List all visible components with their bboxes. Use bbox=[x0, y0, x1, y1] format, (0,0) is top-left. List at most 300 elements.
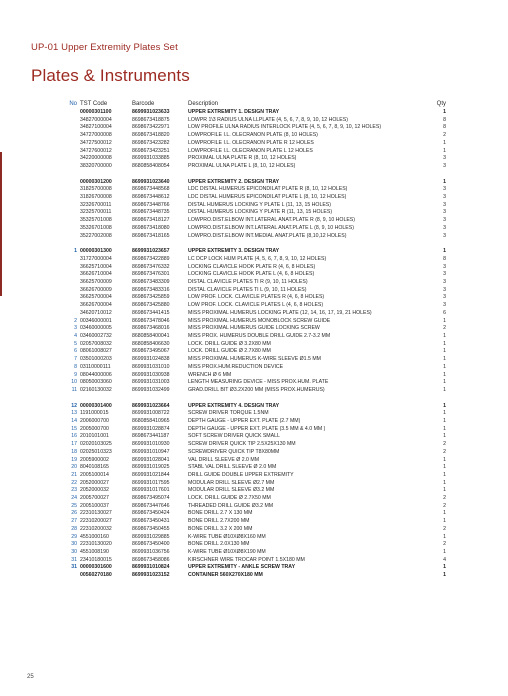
no-cell: 16 bbox=[71, 433, 77, 440]
barcode-cell: 8698673478046 bbox=[132, 317, 170, 324]
column-header-tst-code: TST Code bbox=[80, 101, 108, 107]
qty-cell: 2 bbox=[443, 525, 446, 532]
barcode-cell: 8698673495074 bbox=[132, 495, 170, 502]
tst-code-cell: 22310130020 bbox=[80, 541, 112, 548]
tst-code-cell: 08044000006 bbox=[80, 371, 112, 378]
tst-code-cell: 4551008190 bbox=[80, 548, 109, 555]
tst-code-cell: 36625700004 bbox=[80, 294, 112, 301]
qty-cell: 1 bbox=[443, 386, 446, 393]
column-header-no: No bbox=[69, 101, 77, 107]
table-row bbox=[62, 534, 446, 542]
no-cell bbox=[62, 179, 80, 187]
no-cell bbox=[62, 217, 80, 225]
qty-cell: 3 bbox=[443, 294, 446, 301]
description-cell: LOWPROFILE I.L. OLECRANON PLATE L 12 HOLES bbox=[188, 147, 313, 154]
barcode-cell: 8699931008722 bbox=[132, 410, 170, 417]
barcode-cell: 8698673423282 bbox=[132, 139, 170, 146]
no-cell bbox=[62, 132, 80, 140]
table-row bbox=[62, 541, 446, 549]
tst-code-cell: 2005700027 bbox=[80, 495, 109, 502]
tst-code-cell: 34827100004 bbox=[80, 124, 112, 131]
tst-code-cell: 34727500012 bbox=[80, 139, 112, 146]
table-row bbox=[62, 364, 446, 372]
barcode-cell: 8699931023657 bbox=[132, 248, 170, 255]
barcode-cell: 8680858406630 bbox=[132, 340, 170, 347]
description-cell: LENGTH MEASURING DEVICE - MISS PROX.HUM. PLATE bbox=[188, 379, 329, 386]
description-cell: LOW PROF. LOCK. CLAVICLE PLATES L (4, 6, 8 HOLES) bbox=[188, 302, 324, 309]
qty-cell: 1 bbox=[443, 147, 446, 154]
no-cell bbox=[62, 117, 80, 125]
qty-cell: 1 bbox=[443, 518, 446, 525]
column-header-barcode: Barcode bbox=[132, 101, 155, 107]
tst-code-cell: 2005900002 bbox=[80, 456, 109, 463]
table-row bbox=[62, 233, 446, 241]
no-cell bbox=[62, 202, 80, 210]
tst-code-cell: 02057008032 bbox=[80, 340, 112, 347]
qty-cell: 2 bbox=[443, 441, 446, 448]
qty-cell: 3 bbox=[443, 286, 446, 293]
barcode-cell: 8698673441187 bbox=[132, 433, 170, 440]
tst-code-cell: 34620710012 bbox=[80, 309, 112, 316]
barcode-cell: 8698673425859 bbox=[132, 294, 170, 301]
description-cell: LOCK. DRILL GUIDE Ø 3.2X80 MM bbox=[188, 340, 271, 347]
tst-code-cell: 2006000700 bbox=[80, 418, 109, 425]
tst-code-cell: 00000301300 bbox=[80, 248, 112, 255]
tst-code-cell: 35227002008 bbox=[80, 232, 112, 239]
qty-cell: 3 bbox=[443, 155, 446, 162]
no-cell bbox=[62, 225, 80, 233]
tst-code-cell: 02160130032 bbox=[80, 386, 112, 393]
table-row bbox=[62, 294, 446, 302]
barcode-cell: 8698673447646 bbox=[132, 502, 170, 509]
tst-code-cell: 32325700011 bbox=[80, 209, 112, 216]
qty-cell: 1 bbox=[443, 340, 446, 347]
no-cell bbox=[62, 271, 80, 279]
qty-cell: 3 bbox=[443, 194, 446, 201]
qty-cell: 6 bbox=[443, 309, 446, 316]
tst-code-cell: 34220000008 bbox=[80, 155, 112, 162]
no-cell: 25 bbox=[71, 502, 77, 509]
no-cell bbox=[62, 279, 80, 287]
description-cell: LOWPR 1\3 RADIUS ULNA LLPLATE (4, 5, 6, 7, 8, 9, 10, 12 HOLES) bbox=[188, 116, 348, 123]
barcode-cell: 8699931029885 bbox=[132, 533, 170, 540]
no-cell bbox=[62, 124, 80, 132]
tst-code-cell: 2052000027 bbox=[80, 479, 109, 486]
qty-cell: 3 bbox=[443, 232, 446, 239]
qty-cell: 1 bbox=[443, 564, 446, 571]
barcode-cell: 8699931023152 bbox=[132, 572, 170, 579]
no-cell: 22 bbox=[71, 479, 77, 486]
description-cell: LOCKING CLAVICLE HOOK PLATE R (4, 6, 8 HOLES) bbox=[188, 263, 316, 270]
no-cell bbox=[62, 294, 80, 302]
no-cell bbox=[62, 155, 80, 163]
no-cell: 26 bbox=[71, 510, 77, 517]
no-cell: 23 bbox=[71, 487, 77, 494]
qty-cell: 1 bbox=[443, 317, 446, 324]
tst-code-cell: 00000301200 bbox=[80, 178, 112, 185]
barcode-cell: 8698673450455 bbox=[132, 525, 170, 532]
description-cell: UPPER EXTREMITY 4. DESIGN TRAY bbox=[188, 402, 280, 409]
description-cell: UPPER EXTREMITY 1. DESIGN TRAY bbox=[188, 109, 280, 115]
qty-cell: 1 bbox=[443, 248, 446, 255]
tst-code-cell: 31825700008 bbox=[80, 186, 112, 193]
tst-code-cell: 4551000160 bbox=[80, 533, 109, 540]
description-cell: DEPTH GAUGE - UPPER EXT. PLATE (3.5 MM & 4.0 MM ) bbox=[188, 425, 326, 432]
tst-code-cell: 34827000004 bbox=[80, 116, 112, 123]
tst-code-cell: 2005000700 bbox=[80, 425, 109, 432]
table-row bbox=[62, 202, 446, 210]
barcode-cell: 8698673483309 bbox=[132, 279, 170, 286]
barcode-cell: 8698673468016 bbox=[132, 325, 170, 332]
description-cell: MISS PROX. HUMERUS DOUBLE DRILL GUIDE 2.7-3.2 MM bbox=[188, 332, 331, 339]
no-cell bbox=[62, 186, 80, 194]
qty-cell: 1 bbox=[443, 548, 446, 555]
qty-cell: 3 bbox=[443, 186, 446, 193]
tst-code-cell: 34727000008 bbox=[80, 132, 112, 139]
barcode-cell: 8698673425880 bbox=[132, 302, 170, 309]
barcode-cell: 8698673476332 bbox=[132, 263, 170, 270]
table-row bbox=[62, 256, 446, 264]
table-row bbox=[62, 518, 446, 526]
barcode-cell: 8699931036756 bbox=[132, 548, 170, 555]
tst-code-cell: 22310200032 bbox=[80, 525, 112, 532]
barcode-cell: 8699931021844 bbox=[132, 471, 170, 478]
description-cell: MISS PROXIMAL HUMERUS GUIDE LOCKING SCREW bbox=[188, 325, 320, 332]
table-row bbox=[62, 287, 446, 295]
description-cell: PROXIMAL ULNA PLATE R (8, 10, 12 HOLES) bbox=[188, 155, 297, 162]
no-cell bbox=[62, 287, 80, 295]
qty-cell: 2 bbox=[443, 502, 446, 509]
table-row bbox=[62, 302, 446, 310]
table-row bbox=[62, 124, 446, 132]
description-cell: DISTAL HUMERUS LOCKING Y PLATE L (11, 13, 15 HOLES) bbox=[188, 201, 331, 208]
qty-cell: 1 bbox=[443, 433, 446, 440]
description-cell: LOWPRO.DIST.ELBOW INT.LATERAL ANAT.PLATE L (8, 9, 10 HOLES) bbox=[188, 224, 354, 231]
qty-cell: 3 bbox=[443, 162, 446, 169]
no-cell: 24 bbox=[71, 495, 77, 502]
barcode-cell: 8699931023664 bbox=[132, 402, 170, 409]
table-row bbox=[62, 117, 446, 125]
qty-cell: 1 bbox=[443, 487, 446, 494]
tst-code-cell: 23410180015 bbox=[80, 556, 112, 563]
description-cell: SOFT SCREW DRIVER QUICK SMALL bbox=[188, 433, 280, 440]
table-row bbox=[62, 248, 446, 256]
description-cell: LOCKING CLAVICLE HOOK PLATE L (4, 6, 8 HOLES) bbox=[188, 271, 315, 278]
tst-code-cell: 00000301600 bbox=[80, 564, 112, 571]
description-cell: MISS PROXIMAL HUMERUS LOCKING PLATE (12, 14, 16, 17, 19, 21 HOLES) bbox=[188, 309, 372, 316]
no-cell: 19 bbox=[71, 456, 77, 463]
table-row bbox=[62, 510, 446, 518]
no-cell bbox=[62, 233, 80, 241]
description-cell: BONE DRILL 2.0X130 MM bbox=[188, 541, 250, 548]
table-row bbox=[62, 410, 446, 418]
tst-code-cell: 8040108165 bbox=[80, 464, 109, 471]
qty-cell: 8 bbox=[443, 116, 446, 123]
no-cell: 27 bbox=[71, 518, 77, 525]
description-cell: LOWPROFILE I.L. OLECRANON PLATE R 12 HOLES bbox=[188, 139, 314, 146]
table-row bbox=[62, 426, 446, 434]
description-cell: LOCK. DRILL GUIDE Ø 2.7X50 MM bbox=[188, 495, 271, 502]
table-row bbox=[62, 403, 446, 411]
tst-code-cell: 03460000005 bbox=[80, 325, 112, 332]
group-spacer bbox=[62, 240, 446, 248]
barcode-cell: 8698673483316 bbox=[132, 286, 170, 293]
description-cell: MISS PROXIMAL HUMERUS K-WIRE SLEEVE Ø1.5 MM bbox=[188, 356, 321, 363]
table-row bbox=[62, 148, 446, 156]
table-row bbox=[62, 387, 446, 395]
qty-cell: 1 bbox=[443, 418, 446, 425]
barcode-cell: 8699931010947 bbox=[132, 448, 170, 455]
barcode-cell: 8698673441415 bbox=[132, 309, 170, 316]
table-row bbox=[62, 356, 446, 364]
tst-code-cell: 1191000015 bbox=[80, 410, 109, 417]
tst-code-cell: 03110000111 bbox=[80, 363, 111, 370]
qty-cell: 3 bbox=[443, 209, 446, 216]
description-cell: MISS PROXIMAL HUMERUS MONOBLOCK SCREW GUIDE bbox=[188, 317, 331, 324]
qty-cell: 2 bbox=[443, 495, 446, 502]
description-cell: UPPER EXTREMITY 2. DESIGN TRAY bbox=[188, 178, 280, 185]
qty-cell: 3 bbox=[443, 201, 446, 208]
table-row bbox=[62, 194, 446, 202]
qty-cell: 2 bbox=[443, 541, 446, 548]
tst-code-cell: 08050003060 bbox=[80, 379, 112, 386]
barcode-cell: 8699931030938 bbox=[132, 371, 170, 378]
qty-cell: 3 bbox=[443, 263, 446, 270]
qty-cell: 1 bbox=[443, 402, 446, 409]
qty-cell: 1 bbox=[443, 456, 446, 463]
description-cell: SCREW DRIVER TORQUE 1.5NM bbox=[188, 410, 269, 417]
no-cell bbox=[62, 140, 80, 148]
qty-cell: 1 bbox=[443, 572, 446, 579]
barcode-cell: 8699931031010 bbox=[132, 363, 170, 370]
no-cell bbox=[62, 209, 80, 217]
tst-code-cell: 00000301100 bbox=[80, 109, 112, 115]
no-cell: 8 bbox=[74, 363, 77, 370]
table-row bbox=[62, 487, 446, 495]
description-cell: LDC DISTAL HUMERUS EPICONDİLAT PLATE R (8, 10, 12 HOLES) bbox=[188, 186, 348, 193]
description-cell: DRILL GUIDE DOUBLE UPPER EXTREMITY bbox=[188, 471, 294, 478]
tst-code-cell: 2010101001 bbox=[80, 433, 109, 440]
qty-cell: 3 bbox=[443, 279, 446, 286]
no-cell: 7 bbox=[74, 356, 77, 363]
column-header-qty: Qty bbox=[436, 101, 446, 107]
spacer-cell bbox=[62, 240, 446, 248]
no-cell: 5 bbox=[74, 340, 77, 347]
tst-code-cell: 00000301400 bbox=[80, 402, 112, 409]
barcode-cell: 8698673423251 bbox=[132, 147, 170, 154]
table-row bbox=[62, 318, 446, 326]
qty-cell: 1 bbox=[443, 348, 446, 355]
table-header bbox=[62, 100, 446, 109]
no-cell: 18 bbox=[71, 448, 77, 455]
description-cell: PROXIMAL ULNA PLATE L (8, 10, 12 HOLES) bbox=[188, 162, 296, 169]
qty-cell: 1 bbox=[443, 533, 446, 540]
barcode-cell: 8698673448766 bbox=[132, 201, 170, 208]
no-cell bbox=[62, 194, 80, 202]
qty-cell: 8 bbox=[443, 255, 446, 262]
tst-code-cell: 2005100014 bbox=[80, 471, 109, 478]
description-cell: MODULAR DRILL SLEEVE Ø3.2 MM bbox=[188, 487, 275, 494]
no-cell: 28 bbox=[71, 525, 77, 532]
description-cell: WRENCH Ø 6 MM bbox=[188, 371, 232, 378]
qty-cell: 1 bbox=[443, 109, 446, 115]
qty-cell: 1 bbox=[443, 379, 446, 386]
group-spacer bbox=[62, 395, 446, 403]
barcode-cell: 8680858410965 bbox=[132, 418, 170, 425]
barcode-cell: 8699931019025 bbox=[132, 464, 170, 471]
barcode-cell: 8699931010930 bbox=[132, 441, 170, 448]
table-row bbox=[62, 333, 446, 341]
qty-cell: 1 bbox=[443, 510, 446, 517]
description-cell: LOWPRO.DIST.ELBOW INT.LATERAL ANAT.PLATE R (8, 9, 10 HOLES) bbox=[188, 217, 355, 224]
description-cell: DISTAL HUMERUS LOCKING Y PLATE R (11, 13, 15 HOLES) bbox=[188, 209, 333, 216]
barcode-cell: 8699931023640 bbox=[132, 178, 170, 185]
no-cell bbox=[62, 264, 80, 272]
description-cell: LOCK. DRILL GUIDE Ø 2.7X80 MM bbox=[188, 348, 271, 355]
spacer-cell bbox=[62, 395, 446, 403]
table-row bbox=[62, 341, 446, 349]
no-cell bbox=[62, 256, 80, 264]
table-row bbox=[62, 179, 446, 187]
tst-code-cell: 35326701008 bbox=[80, 224, 112, 231]
barcode-cell: 8699931023633 bbox=[132, 109, 170, 115]
barcode-cell: 8698673448568 bbox=[132, 186, 170, 193]
no-cell: 21 bbox=[71, 471, 77, 478]
page-number: 25 bbox=[27, 674, 34, 680]
table-row bbox=[62, 372, 446, 380]
barcode-cell: 8698673422971 bbox=[132, 124, 170, 131]
qty-cell: 1 bbox=[443, 363, 446, 370]
table-row bbox=[62, 140, 446, 148]
tst-code-cell: 08061008027 bbox=[80, 348, 112, 355]
description-cell: SCREWDRIVER QUICK TIP T8X80MM bbox=[188, 448, 280, 455]
table-row bbox=[62, 217, 446, 225]
tst-code-cell: 22310200027 bbox=[80, 518, 112, 525]
spacer-cell bbox=[62, 171, 446, 179]
description-cell: BONE DRILL 2.7 X 130 MM bbox=[188, 510, 253, 517]
barcode-cell: 8698673422889 bbox=[132, 255, 170, 262]
barcode-cell: 8698673458086 bbox=[132, 556, 170, 563]
tst-code-cell: 36625700009 bbox=[80, 279, 112, 286]
table-row bbox=[62, 472, 446, 480]
qty-cell: 2 bbox=[443, 448, 446, 455]
column-header-description: Description bbox=[188, 101, 219, 107]
no-cell: 30 bbox=[71, 541, 77, 548]
tst-code-cell: 36625710004 bbox=[80, 263, 112, 270]
barcode-cell: 8698673450431 bbox=[132, 518, 170, 525]
table-row bbox=[62, 549, 446, 557]
tst-code-cell: 34727600012 bbox=[80, 147, 112, 154]
table-row bbox=[62, 163, 446, 171]
qty-cell: 3 bbox=[443, 271, 446, 278]
barcode-cell: 8698673418820 bbox=[132, 132, 170, 139]
table-row bbox=[62, 503, 446, 511]
description-cell: LDC DISTAL HUMERUS EPICONDİLAT PLATE L (8, 10, 12 HOLES) bbox=[188, 194, 347, 201]
barcode-cell: 8699931028041 bbox=[132, 456, 170, 463]
table-row bbox=[62, 279, 446, 287]
table-row bbox=[62, 572, 446, 580]
no-cell: 3 bbox=[74, 325, 77, 332]
barcode-cell: 8699931010824 bbox=[132, 564, 170, 571]
qty-cell: 3 bbox=[443, 224, 446, 231]
no-cell: 31 bbox=[71, 556, 77, 563]
barcode-cell: 8698673448735 bbox=[132, 209, 170, 216]
description-cell: LOWPROFILE I.L. OLECRANON PLATE (8, 10 HOLES) bbox=[188, 132, 318, 139]
barcode-cell: 8698673418875 bbox=[132, 116, 170, 123]
qty-cell: 1 bbox=[443, 464, 446, 471]
table-row bbox=[62, 271, 446, 279]
barcode-cell: 8699931031003 bbox=[132, 379, 170, 386]
tst-code-cell: 31727000004 bbox=[80, 255, 112, 262]
description-cell: K-WIRE TUBE Ø10XØ8X190 MM bbox=[188, 548, 266, 555]
no-cell: 15 bbox=[71, 425, 77, 432]
barcode-cell: 8699931032499 bbox=[132, 386, 170, 393]
barcode-cell: 8699931033885 bbox=[132, 155, 170, 162]
table-row bbox=[62, 464, 446, 472]
tst-code-cell: 38320700000 bbox=[80, 162, 112, 169]
qty-cell: 3 bbox=[443, 217, 446, 224]
barcode-cell: 8698673418080 bbox=[132, 224, 170, 231]
no-cell: 2 bbox=[74, 317, 77, 324]
tst-code-cell: 03501000203 bbox=[80, 356, 112, 363]
description-cell: K-WIRE TUBE Ø10XØ8X160 MM bbox=[188, 533, 266, 540]
qty-cell: 2 bbox=[443, 132, 446, 139]
barcode-cell: 8698673448612 bbox=[132, 194, 170, 201]
qty-cell: 1 bbox=[443, 332, 446, 339]
description-cell: DISTAL CLAVICLE PLATES TI L (9, 10, 11 HOLES) bbox=[188, 286, 307, 293]
barcode-cell: 8698673495067 bbox=[132, 348, 170, 355]
barcode-cell: 8698673418165 bbox=[132, 232, 170, 239]
table-row bbox=[62, 457, 446, 465]
qty-cell: 3 bbox=[443, 302, 446, 309]
table-row bbox=[62, 495, 446, 503]
table-row bbox=[62, 564, 446, 572]
qty-cell: 1 bbox=[443, 139, 446, 146]
qty-cell: 1 bbox=[443, 178, 446, 185]
no-cell: 11 bbox=[71, 386, 77, 393]
qty-cell: 1 bbox=[443, 471, 446, 478]
no-cell: 1 bbox=[74, 248, 77, 255]
no-cell bbox=[62, 148, 80, 156]
tst-code-cell: 32326700011 bbox=[80, 201, 112, 208]
no-cell: 10 bbox=[71, 379, 77, 386]
barcode-cell: 8699931017601 bbox=[132, 487, 170, 494]
barcode-cell: 8698673476301 bbox=[132, 271, 170, 278]
qty-cell: 1 bbox=[443, 410, 446, 417]
table-row bbox=[62, 418, 446, 426]
table-row bbox=[62, 325, 446, 333]
table-row bbox=[62, 433, 446, 441]
table-row bbox=[62, 379, 446, 387]
tst-code-cell: 00560270180 bbox=[80, 572, 112, 579]
table-row bbox=[62, 480, 446, 488]
description-cell: LOW PROFILE ULNA RADIUS INTERLOCK PLATE (4, 5, 6, 7, 8, 9, 10, 12 HOLES) bbox=[188, 124, 382, 131]
table-row bbox=[62, 348, 446, 356]
parts-table bbox=[62, 100, 446, 580]
no-cell bbox=[62, 302, 80, 310]
tst-code-cell: 31826700008 bbox=[80, 194, 112, 201]
description-cell: VAL DRILL SLEEVE Ø 2.0 MM bbox=[188, 456, 260, 463]
table-row bbox=[62, 310, 446, 318]
qty-cell: 2 bbox=[443, 325, 446, 332]
barcode-cell: 8698673450424 bbox=[132, 510, 170, 517]
table-row bbox=[62, 209, 446, 217]
no-cell: 20 bbox=[71, 464, 77, 471]
tst-code-cell: 22310130027 bbox=[80, 510, 112, 517]
tst-code-cell: 36626700009 bbox=[80, 286, 112, 293]
no-cell: 31 bbox=[71, 564, 77, 571]
qty-cell: 1 bbox=[443, 425, 446, 432]
